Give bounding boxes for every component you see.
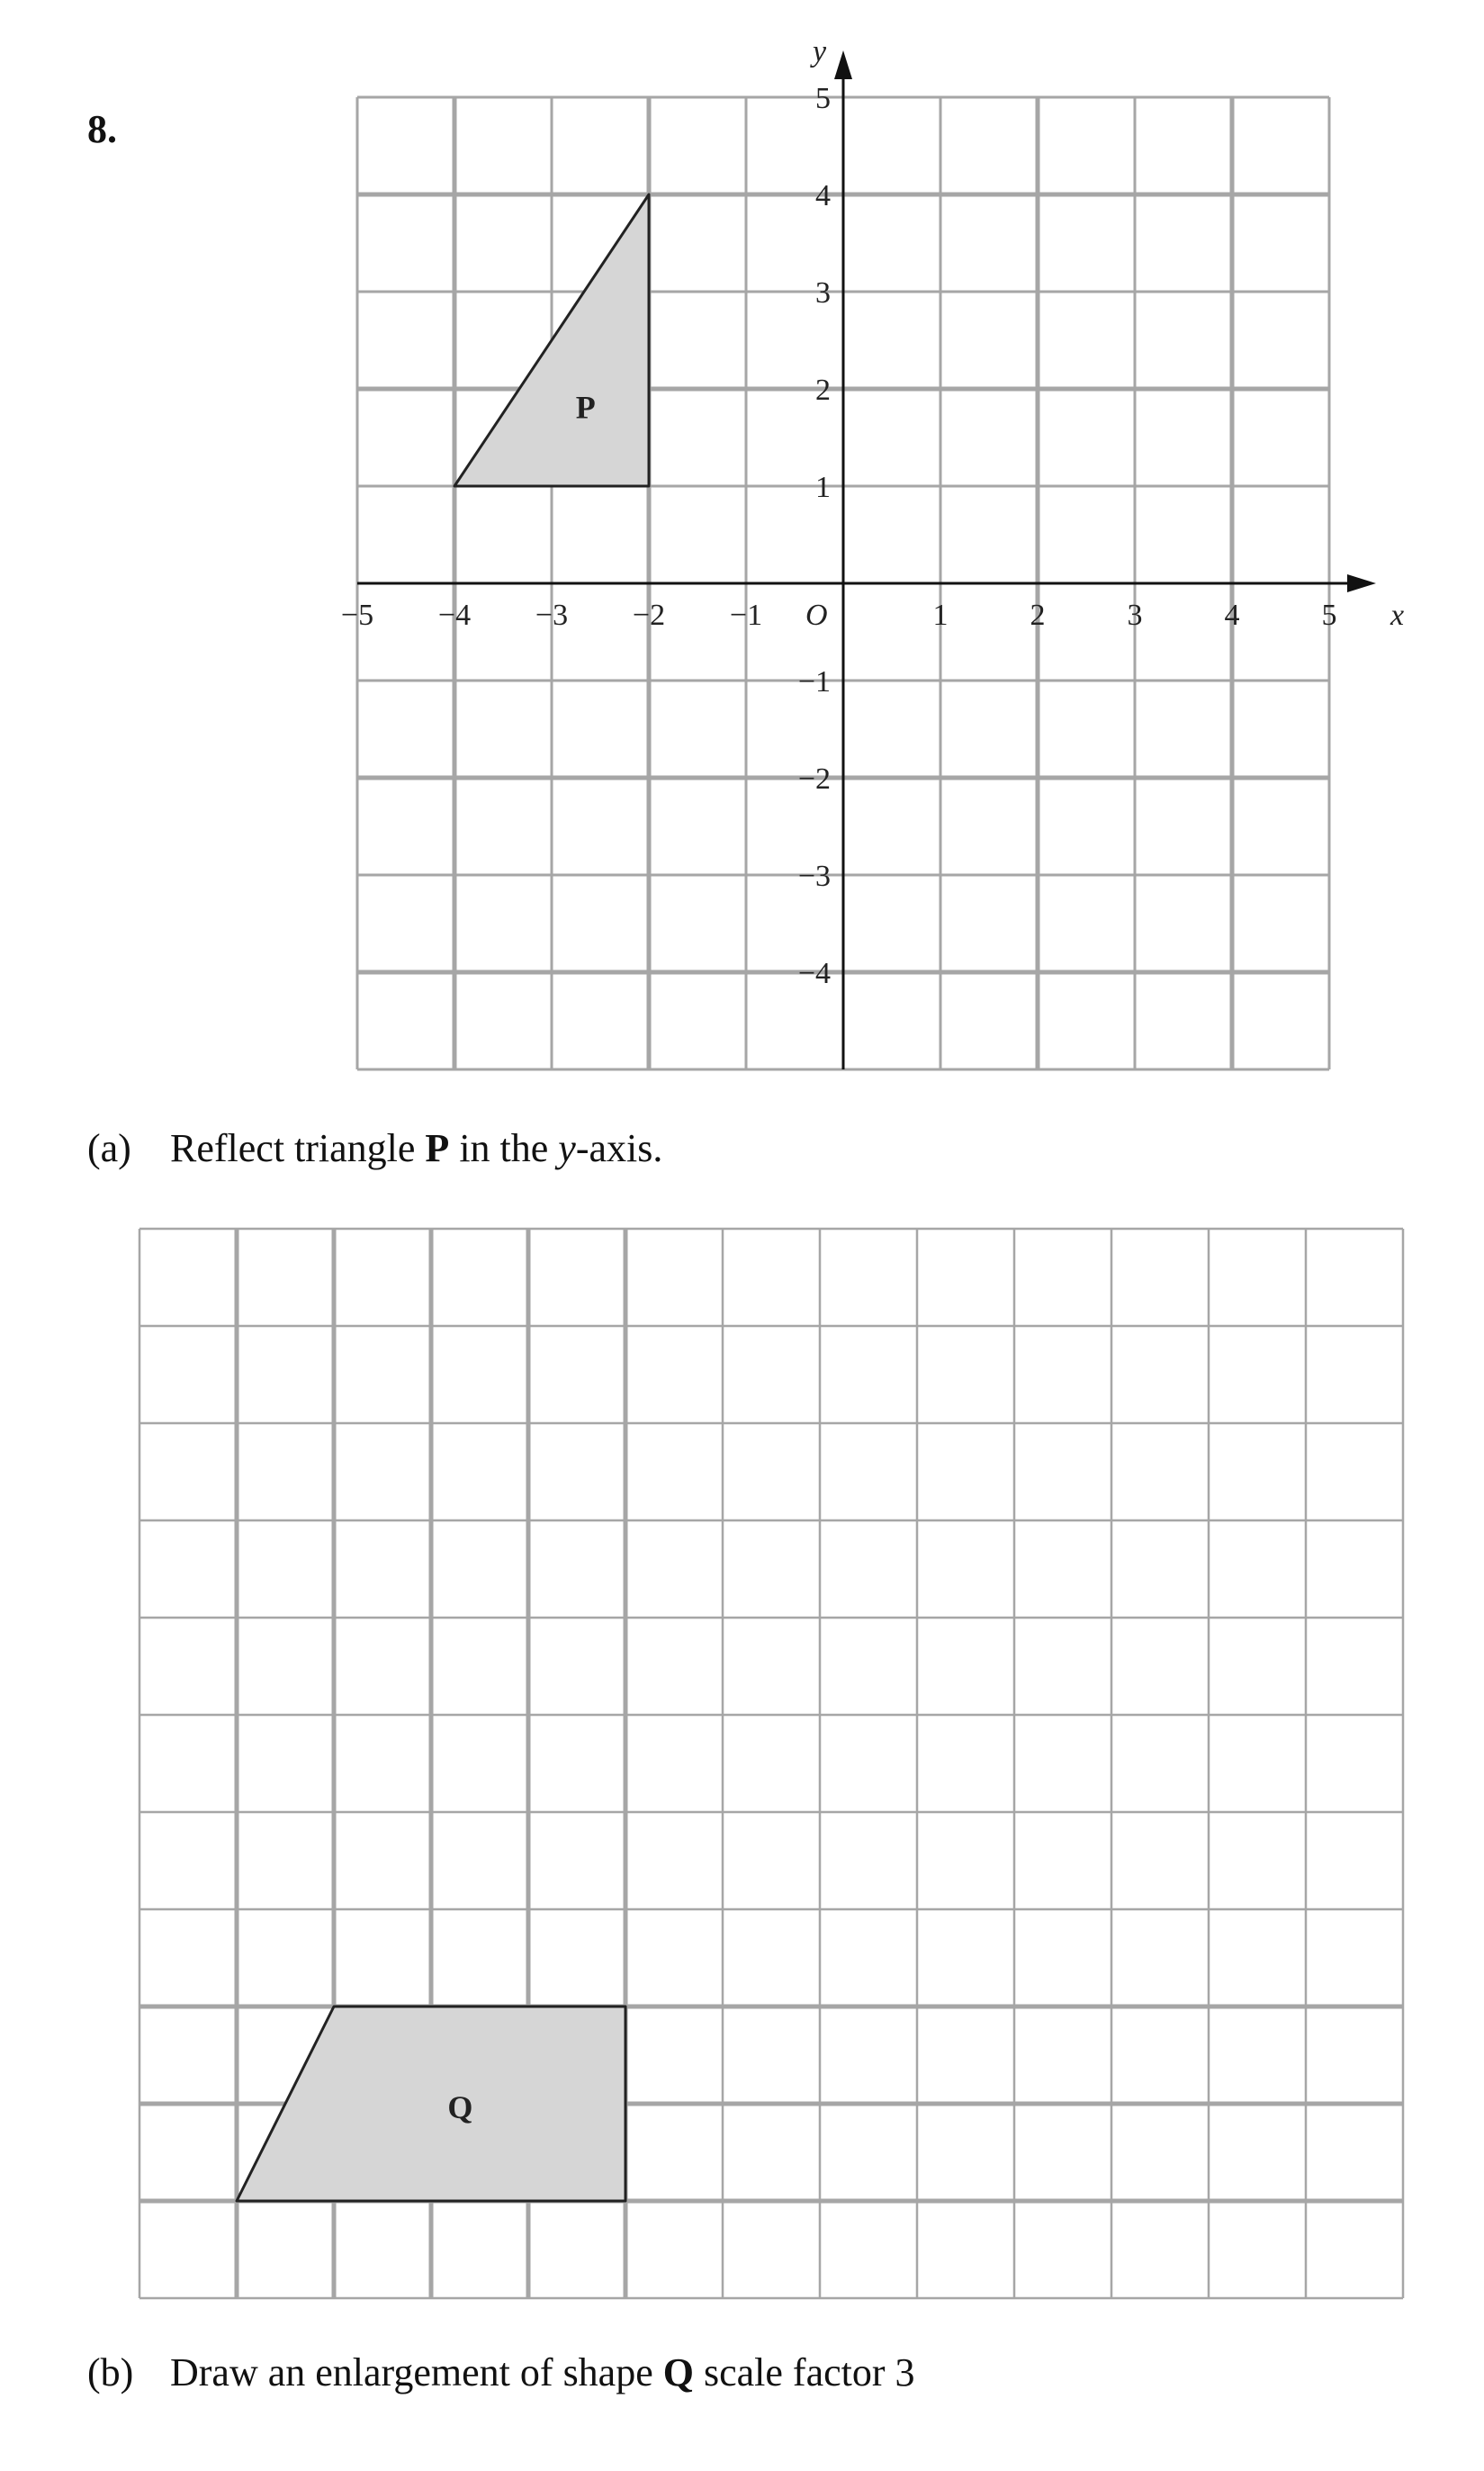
shape-q-label: Q	[447, 2089, 473, 2126]
part-b-text-1: Draw an enlargement of shape	[170, 2350, 663, 2394]
part-a-text-2: in the	[449, 1126, 559, 1170]
question-number: 8.	[87, 107, 117, 151]
part-b-label: (b)	[87, 2350, 134, 2394]
graph-a	[341, 35, 1404, 1069]
part-a-text-3: -axis.	[575, 1126, 663, 1170]
graph-a-tick-labels	[341, 82, 1337, 990]
part-a-prompt	[87, 1125, 662, 1171]
part-b-shape-name: Q	[662, 2350, 694, 2394]
x-tick-label: −4	[437, 599, 472, 632]
y-tick-label: 4	[815, 179, 831, 212]
triangle-p-label: P	[575, 389, 596, 426]
part-b-text-2: scale factor 3	[693, 2350, 915, 2394]
part-a-text-1: Reflect triangle	[170, 1126, 426, 1170]
x-tick-label: 3	[1127, 599, 1143, 632]
graph-a-axes	[357, 50, 1376, 1069]
grid-b	[139, 1229, 1403, 2298]
y-tick-label: 5	[815, 82, 831, 115]
y-tick-label: 1	[815, 471, 831, 504]
y-tick-label: 2	[815, 374, 831, 407]
x-axis-arrow	[1347, 574, 1376, 592]
x-tick-label: 1	[932, 599, 949, 632]
x-tick-label: −2	[632, 599, 666, 632]
x-tick-label: −1	[729, 599, 763, 632]
x-tick-label: 4	[1224, 599, 1240, 632]
x-tick-label: −5	[340, 599, 374, 632]
x-tick-label: 2	[1030, 599, 1046, 632]
part-a-label: (a)	[87, 1126, 131, 1170]
y-tick-label: −1	[797, 665, 831, 699]
part-a-shape-name: P	[425, 1126, 450, 1170]
x-tick-label: −3	[535, 599, 569, 632]
x-axis-label: x	[1390, 599, 1405, 632]
part-a-axis-var: y	[558, 1126, 576, 1170]
part-b-prompt	[87, 2349, 915, 2395]
y-tick-label: −3	[797, 860, 831, 893]
y-axis-arrow	[834, 50, 852, 79]
y-axis-label: y	[813, 35, 827, 68]
x-tick-label: 5	[1321, 599, 1337, 632]
y-tick-label: −2	[797, 762, 831, 796]
shape-q	[237, 2007, 625, 2201]
y-tick-label: 3	[815, 276, 831, 310]
y-tick-label: −4	[797, 957, 831, 990]
origin-label: O	[805, 599, 828, 632]
